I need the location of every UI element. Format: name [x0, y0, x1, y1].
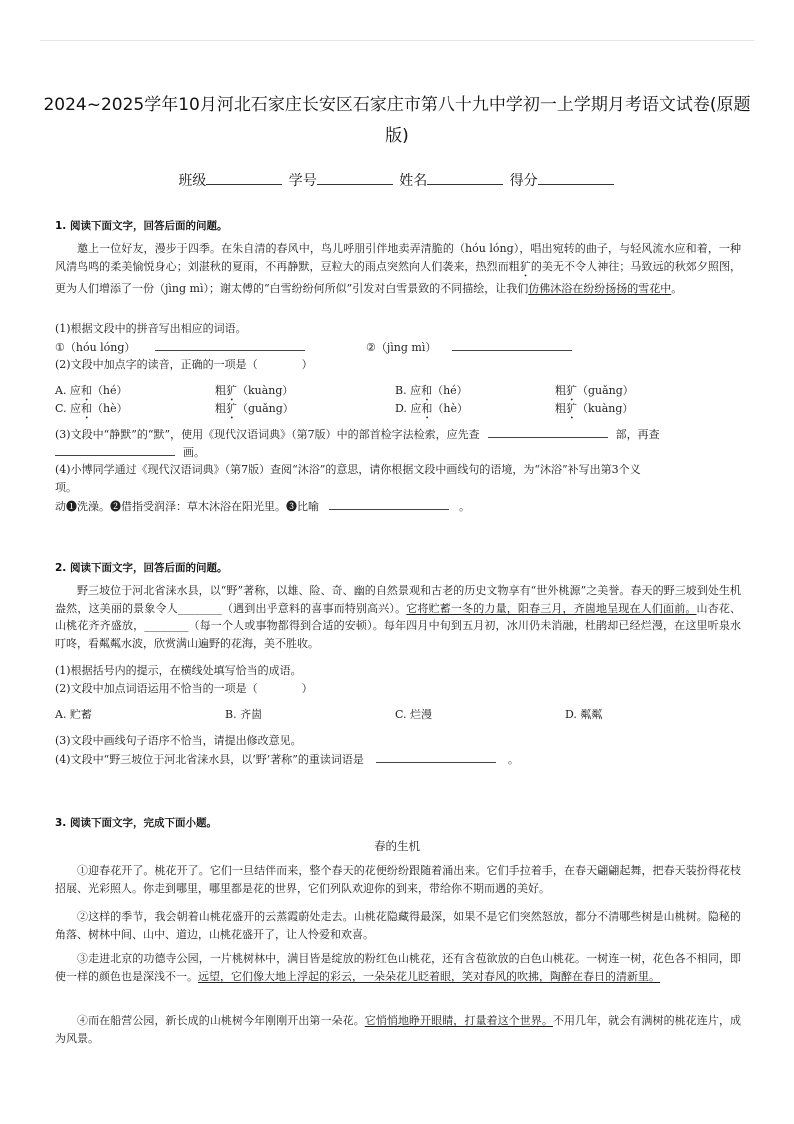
q2-sub2: (2)文段中加点词语运用不恰当的一项是（ ）	[55, 682, 313, 695]
id-label: 学号	[288, 173, 317, 189]
q1-option-b[interactable]: B. 应和（hé）	[395, 384, 468, 397]
q1-sub1: (1)根据文段中的拼音写出相应的词语。	[55, 322, 247, 335]
q1-sub4-line3: 动❶洗澡。❷借指受润泽：草木沐浴在阳光里。❸比喻 。	[55, 497, 470, 515]
q3-paragraph-4: ④而在船营公园，新长成的山桃树今年刚刚开出第一朵花。它悄悄地睁开眼睛，打量着这个世界。不用几年，就会有满树的桃花连片，成为风景。	[55, 1014, 742, 1045]
q2-blank-stress[interactable]	[376, 750, 496, 763]
name-label: 姓名	[399, 173, 428, 189]
q2-option-c[interactable]: C. 烂漫	[395, 708, 433, 721]
q2-sub4: (4)文段中“野三坡位于河北省涞水县，以‘野’著称”的重读词语是 。	[55, 750, 519, 768]
q3-underlined-sentence-1: 远望，它们像大地上浮起的彩云，一朵朵花儿眨着眼，笑对春风的吹拂，陶醉在春日的清新里。	[198, 969, 660, 983]
q2-option-b[interactable]: B. 齐崮	[225, 708, 263, 721]
q1-heading: 1. 阅读下面文字，回答后面的问题。	[55, 220, 228, 232]
class-field[interactable]	[178, 170, 284, 190]
class-label: 班级	[178, 173, 207, 189]
q1-sub4-line1: (4)小博同学通过《现代汉语词典》（第7版）查阅“沐浴”的意思，请你根据文段中画线句的语境，为“沐浴”补写出第3个义	[55, 463, 641, 476]
id-blank[interactable]	[317, 170, 393, 185]
q3-heading: 3. 阅读下面文字，完成下面小题。	[55, 817, 217, 829]
q3-paragraph-1: ①迎春花开了。桃花开了。它们一旦结伴而来，整个春天的花便纷纷跟随着涌出来。它们手拉着手，在春天翩翩起舞，把春天装扮得花枝招展、光彩照人。你走到哪里，哪里都是花的世界，它们列队欢迎你的到来，带给你不期而遇的美好。	[55, 864, 741, 895]
q1-option-c2: 粗犷（guǎng）	[215, 402, 294, 415]
q1-blank-meaning[interactable]	[329, 497, 449, 510]
student-info-row	[0, 170, 794, 190]
q1-sub3-cont: 画。	[55, 443, 205, 461]
q1-option-d[interactable]: D. 应和（hè）	[395, 402, 469, 415]
q1-sub4-line2: 项。	[55, 481, 77, 494]
q3-underlined-sentence-2: 它悄悄地睁开眼睛，打量着这个世界。	[364, 1014, 553, 1027]
q1-option-c[interactable]: C. 应和（hè）	[55, 402, 128, 415]
q2-heading: 2. 阅读下面文字，回答后面的问题。	[55, 562, 228, 574]
q2-underlined-sentence: 它将贮蓄一冬的力量，阳春三月，齐崮地呈现在人们面前。	[406, 601, 697, 615]
q1-blank-strokes[interactable]	[55, 443, 175, 456]
q2-option-d[interactable]: D. 粼粼	[565, 708, 603, 721]
q1-sub1-a: ①（hóu lóng）	[55, 338, 305, 356]
q1-option-a2: 粗犷（kuàng）	[215, 384, 294, 397]
q1-blank-houlong[interactable]	[155, 338, 305, 351]
page-title	[20, 90, 774, 152]
name-blank[interactable]	[427, 170, 503, 185]
q2-option-a[interactable]: A. 贮蓄	[55, 708, 92, 721]
q1-passage: 邀上一位好友，漫步于四季。在朱自清的春风中，鸟儿呼朋引伴地卖弄清脆的（hóu lóng），唱出宛转的曲子，与轻风流水应和着，一种风清鸟鸣的柔美愉悦身心；刘湛秋的夏雨，不再静默，豆粒大的雨点突然向人们袭来，热烈而粗犷的美无不令人神往；马致远的秋郊夕照图，更为人们增添了一份（jìng mì）；谢太傅的“白雪纷纷何所似”引发对白雪景致的不同描绘，让我们仿佛沐浴在纷纷扬扬的雪花中。	[55, 242, 742, 295]
score-label: 得分	[509, 173, 538, 189]
q2-idiom-blank-2[interactable]: ________	[144, 619, 189, 632]
q1-blank-jingmi[interactable]	[452, 338, 572, 351]
class-blank[interactable]	[206, 170, 282, 185]
top-divider	[40, 40, 754, 41]
q2-idiom-blank-1[interactable]: ________	[177, 601, 222, 615]
q1-sub3: (3)文段中“静默”的“默”，使用《现代汉语词典》（第7版）中的部首检字法检索，应先查 部，再查	[55, 425, 660, 443]
name-field[interactable]	[399, 170, 505, 190]
title-line-1: 2024~2025学年10月河北石家庄长安区石家庄市第八十九中学初一上学期月考语文试卷(原题	[43, 95, 751, 115]
id-field[interactable]	[289, 170, 395, 190]
q2-passage: 野三坡位于河北省涞水县，以“野”著称，以雄、险、奇、幽的自然景观和古老的历史文物享有“世外桃源”之美誉。春天的野三坡到处生机盎然，这美丽的景象令人________（遇到出乎意料的喜事而特别高兴）。它将贮蓄一冬的力量，阳春三月，齐崮地呈现在人们面前。山杏花、山桃花齐齐盛放，________（每一个人或事物都得到合适的安顿）。每年四月中旬到五月初，冰川仍未消融，杜鹃却已经烂漫，在这里听泉水叮咚，看粼粼水波，欣赏满山遍野的花海，美不胜收。	[55, 584, 742, 650]
q1-sub1-b: ②（jìng mì）	[366, 338, 572, 356]
title-line-2: 版)	[385, 126, 409, 146]
score-blank[interactable]	[538, 170, 614, 185]
q1-sub2: (2)文段中加点字的读音，正确的一项是（ ）	[55, 358, 313, 371]
q1-blank-radical[interactable]	[488, 425, 608, 438]
q1-option-d2: 粗犷（kuàng）	[555, 402, 634, 415]
q1-option-a[interactable]: A. 应和（hé）	[55, 384, 128, 397]
q2-sub3: (3)文段中画线句子语序不恰当，请提出修改意见。	[55, 734, 302, 747]
essay-title: 春的生机	[374, 839, 420, 853]
q2-sub1: (1)根据括号内的提示，在横线处填写恰当的成语。	[55, 664, 302, 677]
q3-paragraph-3: ③走进北京的功德寺公园，一片桃树林中，满目皆是绽放的粉红色山桃花，还有含苞欲放的白色山桃花。一树连一树，花色各不相同，即使一样的颜色也是深浅不一。远望，它们像大地上浮起的彩云，一朵朵花儿眨着眼，笑对春风的吹拂，陶醉在春日的清新里。	[55, 952, 741, 983]
q3-paragraph-2: ②这样的季节，我会朝着山桃花盛开的云蒸霞蔚处走去。山桃花隐藏得最深，如果不是它们突然怒放，都分不清哪些树是山桃树。隐秘的角落、树林中间、山中、道边，山桃花盛开了，让人怜爱和欢喜。	[55, 910, 741, 941]
q1-option-b2: 粗犷（guǎng）	[555, 384, 634, 397]
score-field[interactable]	[510, 170, 616, 190]
